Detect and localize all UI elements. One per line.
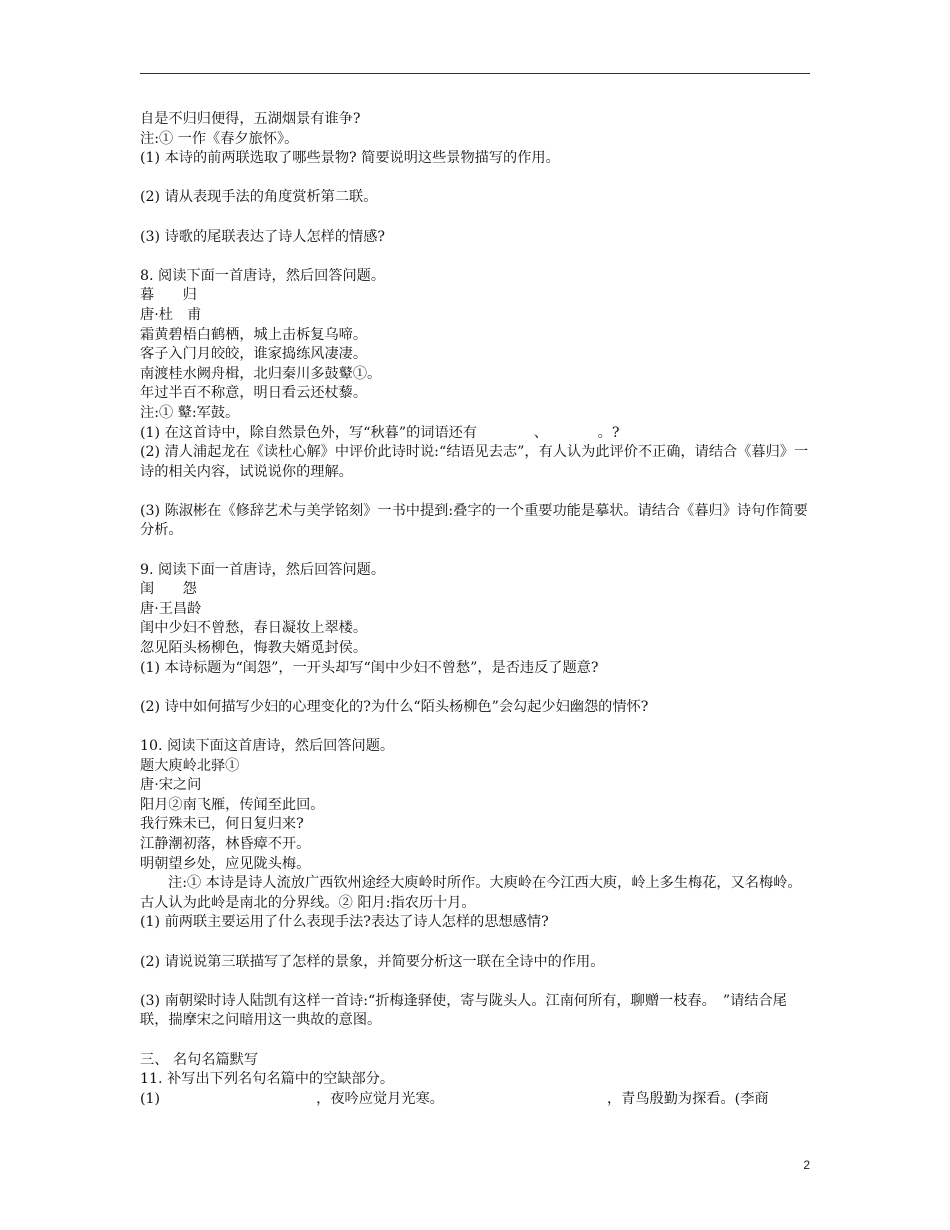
- footnote: 注:① 一作《春夕旅怀》。: [140, 130, 299, 147]
- poem-line: 明朝望乡处，应见陇头梅。: [140, 855, 311, 872]
- question: 11. 补写出下列名句名篇中的空缺部分。: [140, 1071, 395, 1088]
- footnote: 注:① 鼙:军鼓。: [140, 404, 240, 421]
- poem-author: 唐·王昌龄: [140, 600, 202, 617]
- poem-line: 年过半百不称意，明日看云还杖藜。: [140, 385, 368, 402]
- question: (1) 前两联主要运用了什么表现手法?表达了诗人怎样的思想感情?: [140, 914, 549, 931]
- poem-line: 霜黄碧梧白鹤栖，城上击柝复乌啼。: [140, 326, 368, 343]
- poem-title: 闺 怨: [140, 581, 197, 598]
- poem-line: 我行殊未已，何日复归来?: [140, 816, 304, 833]
- poem-author: 唐·宋之问: [140, 777, 202, 794]
- poem-line: 南渡桂水阙舟楫，北归秦川多鼓鼙①。: [140, 365, 382, 382]
- question: (2) 请从表现手法的角度赏析第二联。: [140, 189, 378, 206]
- section-heading: 三、 名句名篇默写: [140, 1051, 259, 1068]
- document-body: [140, 110, 810, 1109]
- poem-line: 自是不归归便得，五湖烟景有谁争?: [140, 111, 361, 127]
- question: (1) 本诗标题为“闺怨”，一开头却写“闺中少妇不曾愁”，是否违反了题意?: [140, 659, 599, 676]
- section-heading: 9. 阅读下面一首唐诗，然后回答问题。: [140, 561, 386, 578]
- footnote: 注:① 本诗是诗人流放广西钦州途经大庾岭时所作。大庾岭在今江西大庾，岭上多生梅花，又名梅岭。古人认为此岭是南北的分界线。② 阳月:指农历十月。: [140, 875, 802, 911]
- question: (1) ，夜吟应觉月光寒。 ，青鸟殷勤为探看。(李商: [140, 1090, 769, 1107]
- section-heading: 10. 阅读下面这首唐诗，然后回答问题。: [140, 738, 395, 754]
- question: (3) 南朝梁时诗人陆凯有这样一首诗:“折梅逢驿使，寄与陇头人。江南何所有，聊赠一枝春。 ”请结合尾联，揣摩宋之问暗用这一典故的意图。: [140, 992, 787, 1029]
- question: (2) 诗中如何描写少妇的心理变化的?为什么“陌头杨柳色”会勾起少妇幽怨的情怀?: [140, 698, 649, 715]
- poem-author: 唐·杜 甫: [140, 306, 202, 323]
- header-rule: [140, 73, 810, 74]
- section-heading: 8. 阅读下面一首唐诗，然后回答问题。: [140, 267, 386, 284]
- poem-line: 忽见陌头杨柳色，悔教夫婿觅封侯。: [140, 640, 368, 657]
- poem-line: 江静潮初落，林昏瘴不开。: [140, 835, 311, 852]
- page-number: 2: [803, 1158, 810, 1172]
- question: (1) 本诗的前两联选取了哪些景物? 简要说明这些景物描写的作用。: [140, 150, 560, 167]
- poem-line: 阳月②南飞雁，传闻至此回。: [140, 796, 325, 813]
- poem-line: 客子入门月皎皎，谁家捣练风凄凄。: [140, 346, 368, 363]
- question: (3) 诗歌的尾联表达了诗人怎样的情感?: [140, 228, 386, 245]
- question: (2) 清人浦起龙在《读杜心解》中评价此诗时说:“结语见去志”，有人认为此评价不正确，请结合《暮归》一诗的相关内容，试说说你的理解。: [140, 444, 809, 480]
- question: (3) 陈淑彬在《修辞艺术与美学铭刻》一书中提到:叠字的一个重要功能是摹状。请结合《暮归》诗句作简要分析。: [140, 502, 808, 539]
- question: (2) 请说说第三联描写了怎样的景象，并简要分析这一联在全诗中的作用。: [140, 953, 605, 970]
- poem-title: 题大庾岭北驿①: [140, 757, 240, 774]
- question: (1) 在这首诗中，除自然景色外，写“秋暮”的词语还有 、 。?: [140, 424, 620, 441]
- poem-title: 暮 归: [140, 287, 197, 304]
- poem-line: 闺中少妇不曾愁，春日凝妆上翠楼。: [140, 620, 368, 637]
